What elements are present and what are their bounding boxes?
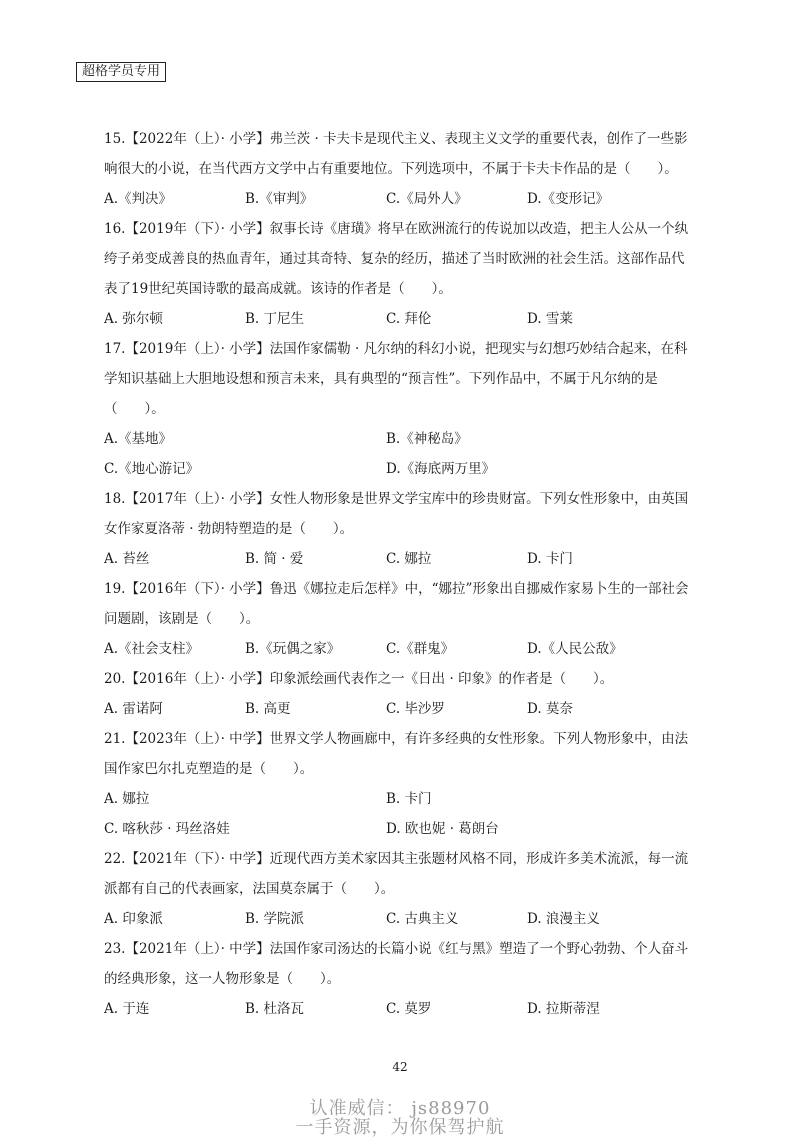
option-c: C.《局外人》 xyxy=(386,191,468,207)
question-22 xyxy=(104,844,690,934)
option-c: C. 娜拉 xyxy=(386,551,432,567)
option-b: B. 杜洛瓦 xyxy=(245,1001,305,1017)
option-a: A. 弥尔顿 xyxy=(104,311,163,327)
option-a: A.《社会支柱》 xyxy=(104,641,200,657)
option-d: D. 拉斯蒂涅 xyxy=(527,1001,600,1017)
option-a: A.《基地》 xyxy=(104,431,173,447)
options xyxy=(104,694,690,724)
options xyxy=(104,634,690,664)
question-text: 19.【2016年（下）· 小学】鲁迅《娜拉走后怎样》中，“娜拉”形象出自挪威作家易卜生的一部社会问题剧，该剧是（ ）。 xyxy=(104,581,689,627)
option-a: A. 印象派 xyxy=(104,911,163,927)
question-text: 21.【2023年（上）· 中学】世界文学人物画廊中，有许多经典的女性形象。下列人物形象中，由法国作家巴尔扎克塑造的是（ ）。 xyxy=(104,731,689,777)
watermark-line-2: 一手资源，为你保驾护航 xyxy=(295,1117,505,1138)
header-tag: 超格学员专用 xyxy=(76,62,166,82)
watermark-line-1: 认准威信： js88970 xyxy=(309,1098,491,1119)
question-19 xyxy=(104,574,690,664)
options xyxy=(104,184,690,214)
question-21 xyxy=(104,724,690,844)
option-b: B. 丁尼生 xyxy=(245,311,305,327)
question-text: 16.【2019年（下）· 小学】叙事长诗《唐璜》将早在欧洲流行的传说加以改造，把主人公从一个纨绔子弟变成善良的热血青年，通过其奇特、复杂的经历，描述了当时欧洲的社会生活。这部作品代表了19世纪英国诗歌的最高成就。该诗的作者是（ ）。 xyxy=(104,221,689,297)
option-d: D. 莫奈 xyxy=(527,701,573,717)
option-b: B. 学院派 xyxy=(245,911,305,927)
option-d: D. 欧也妮 · 葛朗台 xyxy=(386,821,499,837)
question-17 xyxy=(104,334,690,484)
option-c: C. 莫罗 xyxy=(386,1001,432,1017)
option-a: A. 娜拉 xyxy=(104,791,150,807)
options xyxy=(104,304,690,334)
question-list xyxy=(104,124,690,1024)
option-c: C. 喀秋莎 · 玛丝洛娃 xyxy=(104,821,230,837)
question-20 xyxy=(104,664,690,724)
option-b: B.《神秘岛》 xyxy=(386,431,468,447)
option-b: B.《审判》 xyxy=(245,191,314,207)
option-c: C.《群鬼》 xyxy=(386,641,455,657)
options xyxy=(104,784,690,844)
question-text: 22.【2021年（下）· 中学】近现代西方美术家因其主张题材风格不同，形成许多美术流派，每一流派都有自己的代表画家，法国莫奈属于（ ）。 xyxy=(104,851,689,897)
option-c: C. 毕沙罗 xyxy=(386,701,445,717)
question-text: 20.【2016年（上）· 小学】印象派绘画代表作之一《日出 · 印象》的作者是（ ）。 xyxy=(104,671,614,687)
question-text: 17.【2019年（上）· 小学】法国作家儒勒 · 凡尔纳的科幻小说，把现实与幻想巧妙结合起来，在科学知识基础上大胆地设想和预言未来，具有典型的“预言性”。下列作品中，不属于凡尔纳的是（ ）。 xyxy=(104,341,688,417)
question-15 xyxy=(104,124,690,214)
option-b: B. 高更 xyxy=(245,701,291,717)
option-d: D. 雪莱 xyxy=(527,311,573,327)
option-a: A. 苔丝 xyxy=(104,551,150,567)
question-text: 15.【2022年（上）· 小学】弗兰茨 · 卡夫卡是现代主义、表现主义文学的重要代表，创作了一些影响很大的小说，在当代西方文学中占有重要地位。下列选项中，不属于卡夫卡作品的是（ ）。 xyxy=(104,131,688,177)
option-b: B.《玩偶之家》 xyxy=(245,641,341,657)
option-b: B. 卡门 xyxy=(386,791,432,807)
options xyxy=(104,904,690,934)
option-d: D. 浪漫主义 xyxy=(527,911,600,927)
option-d: D.《海底两万里》 xyxy=(386,461,496,477)
option-d: D. 卡门 xyxy=(527,551,573,567)
option-d: D.《人民公敌》 xyxy=(527,641,623,657)
question-23 xyxy=(104,934,690,1024)
page-number: 42 xyxy=(392,1060,408,1074)
options xyxy=(104,424,690,484)
options xyxy=(104,994,690,1024)
option-b: B. 简 · 爱 xyxy=(245,551,304,567)
option-c: C. 古典主义 xyxy=(386,911,459,927)
options xyxy=(104,544,690,574)
question-text: 23.【2021年（上）· 中学】法国作家司汤达的长篇小说《红与黑》塑造了一个野心勃勃、个人奋斗的经典形象，这一人物形象是（ ）。 xyxy=(104,941,689,987)
option-c: C.《地心游记》 xyxy=(104,461,200,477)
option-a: A. 雷诺阿 xyxy=(104,701,163,717)
option-a: A.《判决》 xyxy=(104,191,173,207)
question-18 xyxy=(104,484,690,574)
question-text: 18.【2017年（上）· 小学】女性人物形象是世界文学宝库中的珍贵财富。下列女性形象中，由英国女作家夏洛蒂 · 勃朗特塑造的是（ ）。 xyxy=(104,491,689,537)
option-c: C. 拜伦 xyxy=(386,311,432,327)
option-a: A. 于连 xyxy=(104,1001,150,1017)
option-d: D.《变形记》 xyxy=(527,191,610,207)
question-16 xyxy=(104,214,690,334)
